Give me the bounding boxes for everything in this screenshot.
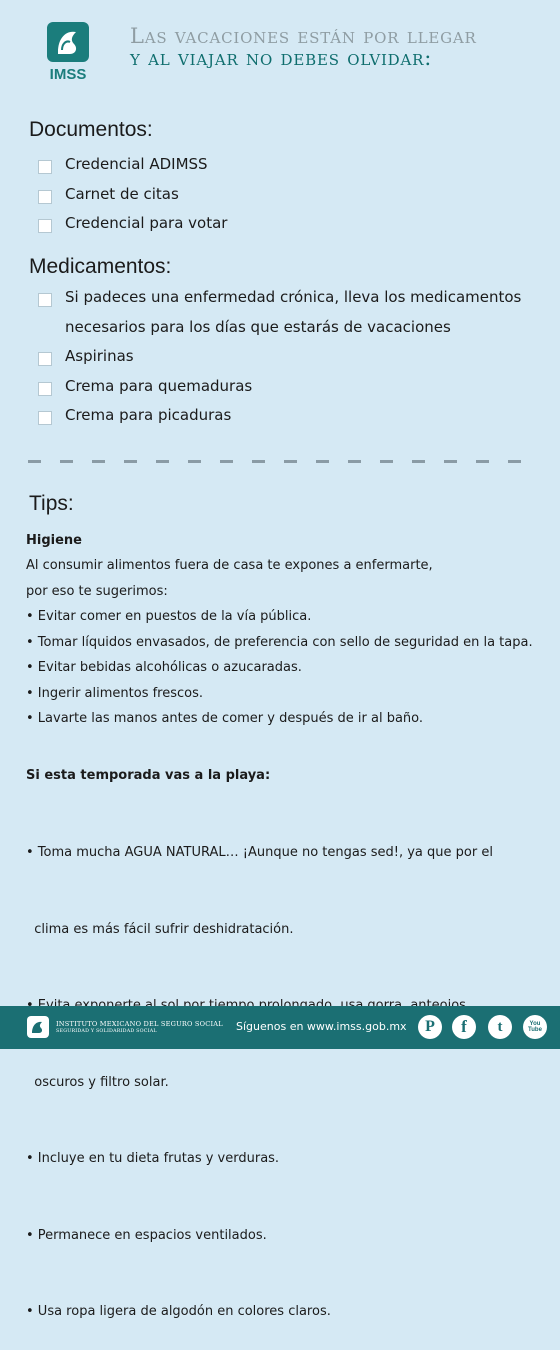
checklist-item-label-line2: necesarios para los días que estarás de vacaciones bbox=[65, 318, 451, 336]
section-divider bbox=[28, 460, 540, 463]
facebook-icon[interactable]: f bbox=[452, 1015, 476, 1039]
checklist-item-crema-quemaduras[interactable] bbox=[38, 379, 252, 401]
footer-institute-name: INSTITUTO MEXICANO DEL SEGURO SOCIAL bbox=[56, 1020, 223, 1028]
playa-bullet-list bbox=[26, 789, 493, 1350]
checklist-item-aspirinas[interactable] bbox=[38, 349, 134, 371]
header-title-line1: Las vacaciones están por llegar bbox=[130, 24, 477, 48]
checklist-item-enfermedad-cronica[interactable] bbox=[38, 290, 521, 342]
medicamentos-title: Medicamentos: bbox=[29, 255, 172, 278]
list-item: • Toma mucha AGUA NATURAL… ¡Aunque no tengas sed!, ya que por el bbox=[26, 845, 493, 860]
header-title-line2: y al viajar no debes olvidar: bbox=[130, 46, 433, 70]
higiene-bullet-list bbox=[26, 604, 533, 732]
twitter-icon[interactable]: t bbox=[488, 1015, 512, 1039]
imss-logo bbox=[44, 20, 92, 82]
checklist-item-label: Crema para picaduras bbox=[65, 406, 232, 424]
list-item: clima es más fácil sufrir deshidratación. bbox=[26, 921, 294, 937]
list-item: • Incluye en tu dieta frutas y verduras. bbox=[26, 1151, 280, 1166]
checkbox[interactable] bbox=[38, 160, 52, 174]
footer bbox=[0, 1006, 560, 1049]
higiene-intro-line2: por eso te sugerimos: bbox=[26, 583, 168, 599]
checklist-item-credencial-adimss[interactable] bbox=[38, 157, 208, 179]
checklist-item-credencial-votar[interactable] bbox=[38, 216, 227, 238]
youtube-icon[interactable]: You Tube bbox=[523, 1015, 547, 1039]
checkbox[interactable] bbox=[38, 219, 52, 233]
higiene-intro-line1: Al consumir alimentos fuera de casa te expones a enfermarte, bbox=[26, 558, 433, 573]
checkbox[interactable] bbox=[38, 293, 52, 307]
footer-institute bbox=[56, 1021, 223, 1035]
checklist-item-label: Carnet de citas bbox=[65, 185, 179, 203]
checkbox[interactable] bbox=[38, 190, 52, 204]
list-item: • Usa ropa ligera de algodón en colores claros. bbox=[26, 1304, 331, 1319]
list-item: oscuros y filtro solar. bbox=[26, 1074, 169, 1090]
checkbox[interactable] bbox=[38, 352, 52, 366]
checklist-item-crema-picaduras[interactable] bbox=[38, 408, 231, 430]
checklist-item-label: Credencial ADIMSS bbox=[65, 155, 208, 173]
checklist-item-label: Credencial para votar bbox=[65, 214, 228, 232]
list-item: • Permanece en espacios ventilados. bbox=[26, 1227, 267, 1243]
checklist-item-carnet-de-citas[interactable] bbox=[38, 187, 179, 209]
footer-site-link[interactable]: Síguenos en www.imss.gob.mx bbox=[236, 1020, 407, 1033]
list-item: • Ingerir alimentos frescos. bbox=[26, 685, 204, 701]
checklist-item-label-line1: Si padeces una enfermedad crónica, lleva los medicamentos bbox=[65, 288, 522, 306]
tips-title: Tips: bbox=[29, 492, 74, 515]
checklist-item-label bbox=[65, 282, 521, 342]
list-item: • Lavarte las manos antes de comer y después de ir al baño. bbox=[26, 711, 424, 726]
list-item: • Evitar comer en puestos de la vía pública. bbox=[26, 609, 312, 624]
higiene-heading: Higiene bbox=[26, 533, 82, 548]
checkbox[interactable] bbox=[38, 382, 52, 396]
imss-footer-logo bbox=[26, 1015, 50, 1039]
header bbox=[0, 0, 560, 100]
checklist-item-label: Aspirinas bbox=[65, 347, 134, 365]
higiene-intro bbox=[26, 553, 433, 604]
list-item: • Evitar bebidas alcohólicas o azucaradas. bbox=[26, 660, 302, 675]
svg-text:IMSS: IMSS bbox=[49, 66, 87, 82]
playa-heading: Si esta temporada vas a la playa: bbox=[26, 768, 271, 783]
pinterest-icon[interactable]: P bbox=[418, 1015, 442, 1039]
checkbox[interactable] bbox=[38, 411, 52, 425]
documentos-title: Documentos: bbox=[29, 118, 153, 141]
footer-institute-motto: SEGURIDAD Y SOLIDARIDAD SOCIAL bbox=[56, 1029, 157, 1034]
checklist-item-label: Crema para quemaduras bbox=[65, 377, 253, 395]
list-item: • Tomar líquidos envasados, de preferencia con sello de seguridad en la tapa. bbox=[26, 634, 533, 650]
